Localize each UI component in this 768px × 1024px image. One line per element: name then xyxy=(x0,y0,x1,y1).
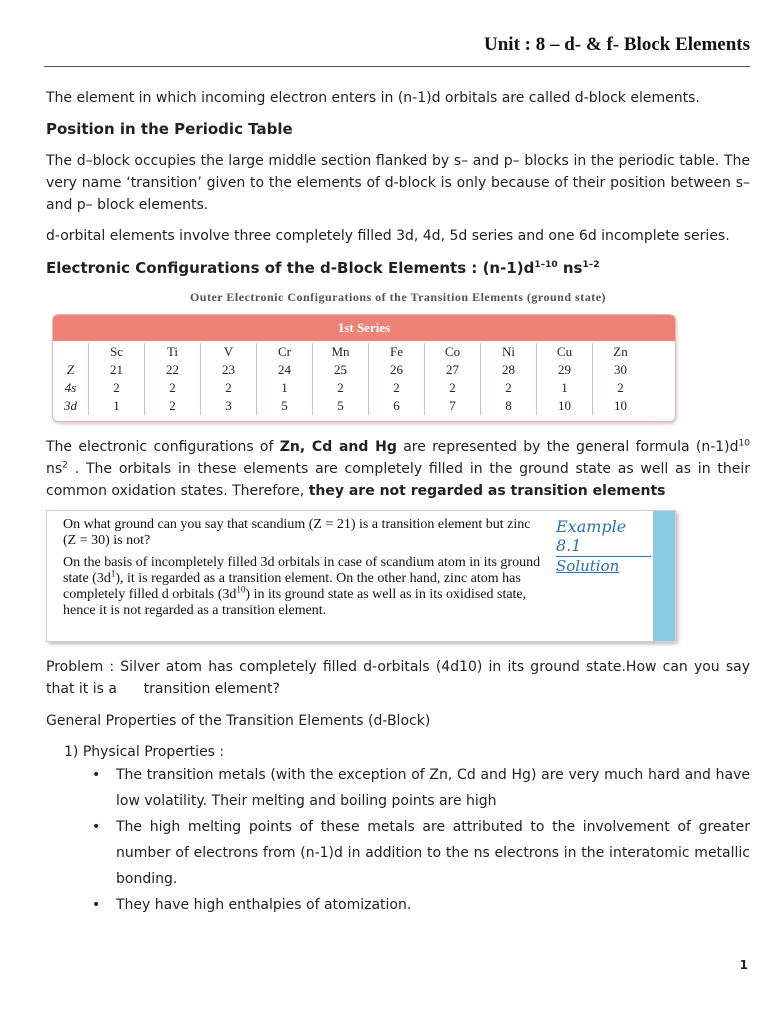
example-box xyxy=(46,510,676,642)
zn-sup-2: 2 xyxy=(62,460,68,471)
table-series-bar: 1st Series xyxy=(53,315,675,341)
row-label: Z xyxy=(66,362,75,377)
example-side-bar xyxy=(653,511,675,641)
general-heading: General Properties of the Transition Elements (d-Block) xyxy=(46,713,431,729)
table-cell: 1 xyxy=(89,397,145,415)
config-formula-mid: ns xyxy=(557,259,583,277)
table-cell: 2 xyxy=(481,379,537,397)
config-formula-sup1: 1–10 xyxy=(534,260,558,270)
series-paragraph: d-orbital elements involve three completely filled 3d, 4d, 5d series and one 6d incomplete series. xyxy=(46,228,730,244)
zn-bold-2: they are not regarded as transition elements xyxy=(308,483,666,499)
physical-heading: 1) Physical Properties : xyxy=(64,744,225,760)
solution-sup-2: 10 xyxy=(236,584,246,595)
zn-text-2: are represented by the general formula (n-1)d xyxy=(396,439,739,455)
table-row xyxy=(53,397,648,415)
example-label: Example 8.1 xyxy=(556,517,651,557)
position-heading: Position in the Periodic Table xyxy=(46,120,293,138)
table-cell: 26 xyxy=(369,361,425,379)
table-cell: 5 xyxy=(313,397,369,415)
table-cell: 5 xyxy=(257,397,313,415)
row-label xyxy=(53,343,89,361)
table-row xyxy=(53,343,648,361)
bullet-icon: • xyxy=(92,819,101,835)
table-cell: Zn xyxy=(593,343,649,361)
solution-sup-1: 1 xyxy=(110,568,116,579)
table-cell: 22 xyxy=(145,361,201,379)
table-cell: Cr xyxy=(257,343,313,361)
table-cell: 2 xyxy=(425,379,481,397)
table-cell: Ti xyxy=(145,343,201,361)
table-row xyxy=(53,361,648,379)
table-caption: Outer Electronic Configurations of the Transition Elements (ground state) xyxy=(189,290,607,304)
zn-bold-1: Zn, Cd and Hg xyxy=(279,439,397,455)
solution-label: Solution xyxy=(556,557,620,575)
header-rule xyxy=(44,66,750,67)
row-label: 3d xyxy=(64,398,77,413)
table-cell: 6 xyxy=(369,397,425,415)
table-row xyxy=(53,379,648,397)
config-formula-prefix: : (n-1)d xyxy=(466,259,535,277)
table-cell: Ni xyxy=(481,343,537,361)
configuration-table xyxy=(52,314,676,422)
position-paragraph: The d–block occupies the large middle section flanked by s– and p– blocks in the periodic table. The very name ‘transition’ given to the elements of d-block is only because of their position between s– and p– block elements. xyxy=(46,153,750,213)
table-cell: 2 xyxy=(201,379,257,397)
table-cell: Cu xyxy=(537,343,593,361)
table-cell: 2 xyxy=(145,397,201,415)
table-cell: 1 xyxy=(257,379,313,397)
table-cell: Sc xyxy=(89,343,145,361)
bullet-text: The transition metals (with the exception of Zn, Cd and Hg) are very much hard and have low volatility. Their melting and boiling points are high xyxy=(116,767,750,809)
table-cell: 2 xyxy=(89,379,145,397)
solution-part-3: ) in its ground state as well as in its oxidised state, hence it is not regarded as a transition element. xyxy=(63,587,527,618)
zn-paragraph xyxy=(46,436,750,502)
solution-part-2: ), it is regarded as a transition element. On the other hand, zinc atom has completely filled d orbitals (3d xyxy=(63,571,521,602)
bullet-text: The high melting points of these metals are attributed to the involvement of greater number of electrons from (n-1)d in addition to the ns electrons in the interatomic metallic bonding. xyxy=(116,819,750,887)
table-cell: 27 xyxy=(425,361,481,379)
zn-text-4: . The orbitals in these elements are completely filled in the ground state as well as in their common oxidation states. Therefore, xyxy=(46,461,750,499)
config-heading xyxy=(46,257,750,279)
config-formula-sup2: 1–2 xyxy=(582,260,600,270)
bullet-icon: • xyxy=(92,897,101,913)
example-text xyxy=(63,517,547,619)
zn-text-3: ns xyxy=(46,461,63,477)
table-cell: 1 xyxy=(537,379,593,397)
physical-bullet-list xyxy=(92,762,750,918)
table-cell: 10 xyxy=(593,397,649,415)
table-cell: 29 xyxy=(537,361,593,379)
table-cell: 3 xyxy=(201,397,257,415)
bullet-text: They have high enthalpies of atomization. xyxy=(116,897,412,913)
table-cell: 30 xyxy=(593,361,649,379)
table-cell: 25 xyxy=(313,361,369,379)
list-item xyxy=(92,762,750,814)
example-solution xyxy=(63,555,547,619)
zn-sup-1: 10 xyxy=(738,438,750,449)
row-label: 4s xyxy=(64,380,77,395)
bullet-icon: • xyxy=(92,767,101,783)
table-cell: Co xyxy=(425,343,481,361)
table-cell: 21 xyxy=(89,361,145,379)
problem-paragraph: Problem : Silver atom has completely filled d-orbitals (4d10) in its ground state.How can you say that it is a transition element? xyxy=(46,659,755,697)
table-cell: Fe xyxy=(369,343,425,361)
table-cell: 10 xyxy=(537,397,593,415)
page-number: 1 xyxy=(739,958,748,972)
table-cell: Mn xyxy=(313,343,369,361)
table-cell: 28 xyxy=(481,361,537,379)
table-cell: 7 xyxy=(425,397,481,415)
config-heading-text: Electronic Configurations of the d-Block Elements xyxy=(46,259,467,277)
table-cell: 23 xyxy=(201,361,257,379)
list-item xyxy=(92,814,750,892)
table-cell: 8 xyxy=(481,397,537,415)
table-cell: 2 xyxy=(313,379,369,397)
page-header-title: Unit : 8 – d- & f- Block Elements xyxy=(484,34,750,55)
example-question: On what ground can you say that scandium (Z = 21) is a transition element but zinc (Z = 30) is not? xyxy=(63,517,531,548)
list-item xyxy=(92,892,750,918)
solution-part-1: On the basis of incompletely filled 3d orbitals in case of scandium atom in its ground state (3d xyxy=(63,555,541,586)
table-cell: 24 xyxy=(257,361,313,379)
table-cell: 2 xyxy=(593,379,649,397)
table-cell: V xyxy=(201,343,257,361)
intro-paragraph: The element in which incoming electron enters in (n-1)d orbitals are called d-block elements. xyxy=(46,90,700,106)
zn-text-1: The electronic configurations of xyxy=(46,439,280,455)
table-cell: 2 xyxy=(145,379,201,397)
table-cell: 2 xyxy=(369,379,425,397)
config-grid xyxy=(53,343,648,415)
